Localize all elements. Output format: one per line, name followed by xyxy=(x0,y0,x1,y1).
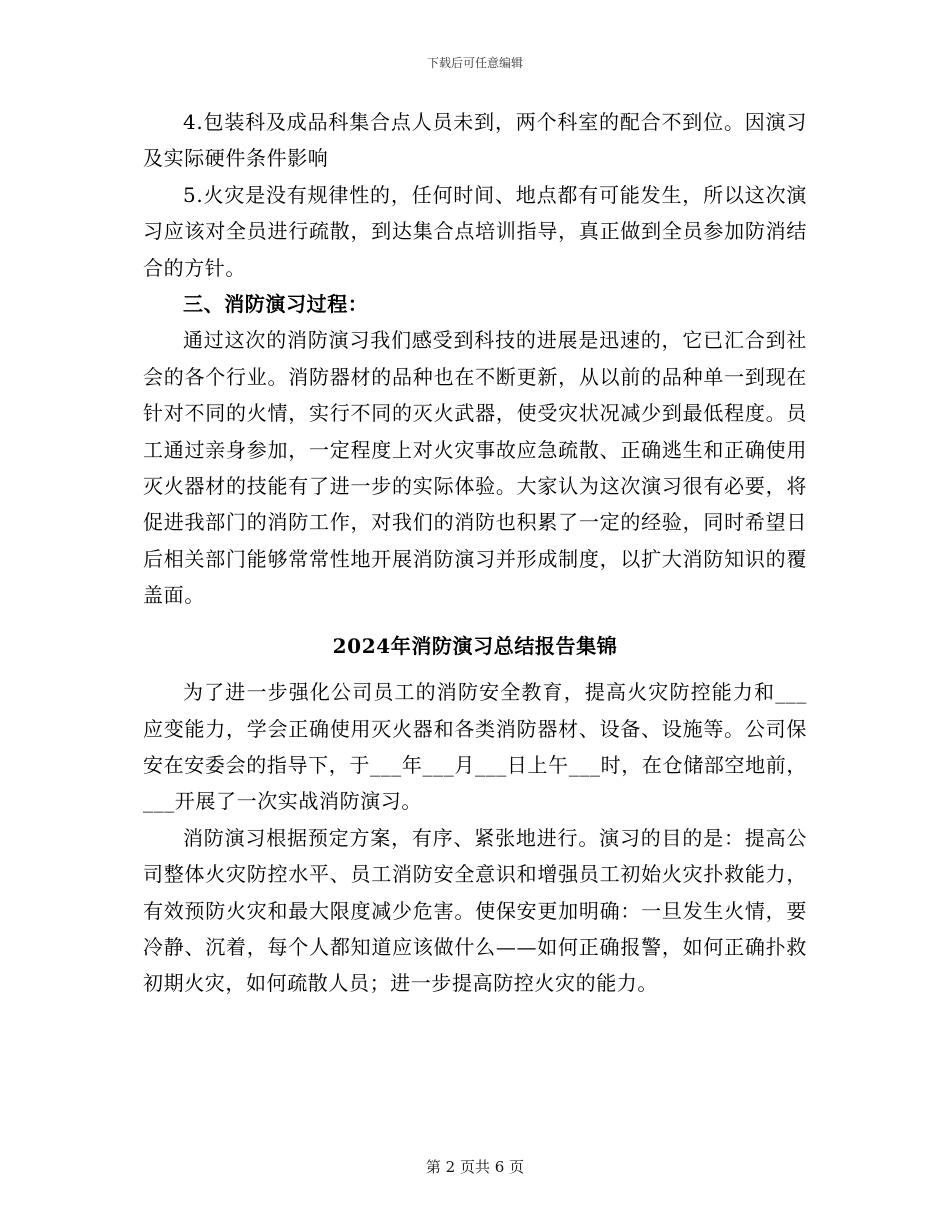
paragraph-drill-process: 通过这次的消防演习我们感受到科技的进展是迅速的，它已汇合到社会的各个行业。消防器材的品种也在不断更新，从以前的品种单一到现在针对不同的火情，实行不同的灭火武器，使受灾状况减少到最低程度。员工通过亲身参加，一定程度上对火灾事故应急疏散、正确逃生和正确使用灭火器材的技能有了进一步的实际体验。大家认为这次演习很有必要，将促进我部门的消防工作，对我们的消防也积累了一定的经验，同时希望日后相关部门能够常常性地开展消防演习并形成制度，以扩大消防知识的覆盖面。 xyxy=(143,328,807,608)
paragraph-purpose: 消防演习根据预定方案，有序、紧张地进行。演习的目的是：提高公司整体火灾防控水平、员工消防安全意识和增强员工初始火灾扑救能力，有效预防火灾和最大限度减少危害。使保安更加明确：一旦发生火情，要冷静、沉着，每个人都知道应该做什么——如何正确报警，如何正确扑救初期火灾，如何疏散人员；进一步提高防控火灾的能力。 xyxy=(143,825,807,996)
page-number: 第 2 页共 6 页 xyxy=(425,1158,525,1176)
section-heading: 三、消防演习过程： xyxy=(183,292,369,317)
document-body xyxy=(143,104,807,1002)
document-title: 2024年消防演习总结报告集锦 xyxy=(332,633,618,658)
paragraph-item-5: 5.火灾是没有规律性的，任何时间、地点都有可能发生，所以这次演习应该对全员进行疏散，到达集合点培训指导，真正做到全员参加防消结合的方针。 xyxy=(143,182,807,280)
paragraph-item-4: 4.包装科及成品科集合点人员未到，两个科室的配合不到位。因演习及实际硬件条件影响 xyxy=(143,110,807,171)
page-header: 下载后可任意编辑 xyxy=(426,56,523,70)
paragraph-intro: 为了进一步强化公司员工的消防安全教育，提高火灾防控能力和___应变能力，学会正确使用灭火器和各类消防器材、设备、设施等。公司保安在安委会的指导下，于___年___月___日上午___时，在仓储部空地前，___开展了一次实战消防演习。 xyxy=(143,680,807,814)
